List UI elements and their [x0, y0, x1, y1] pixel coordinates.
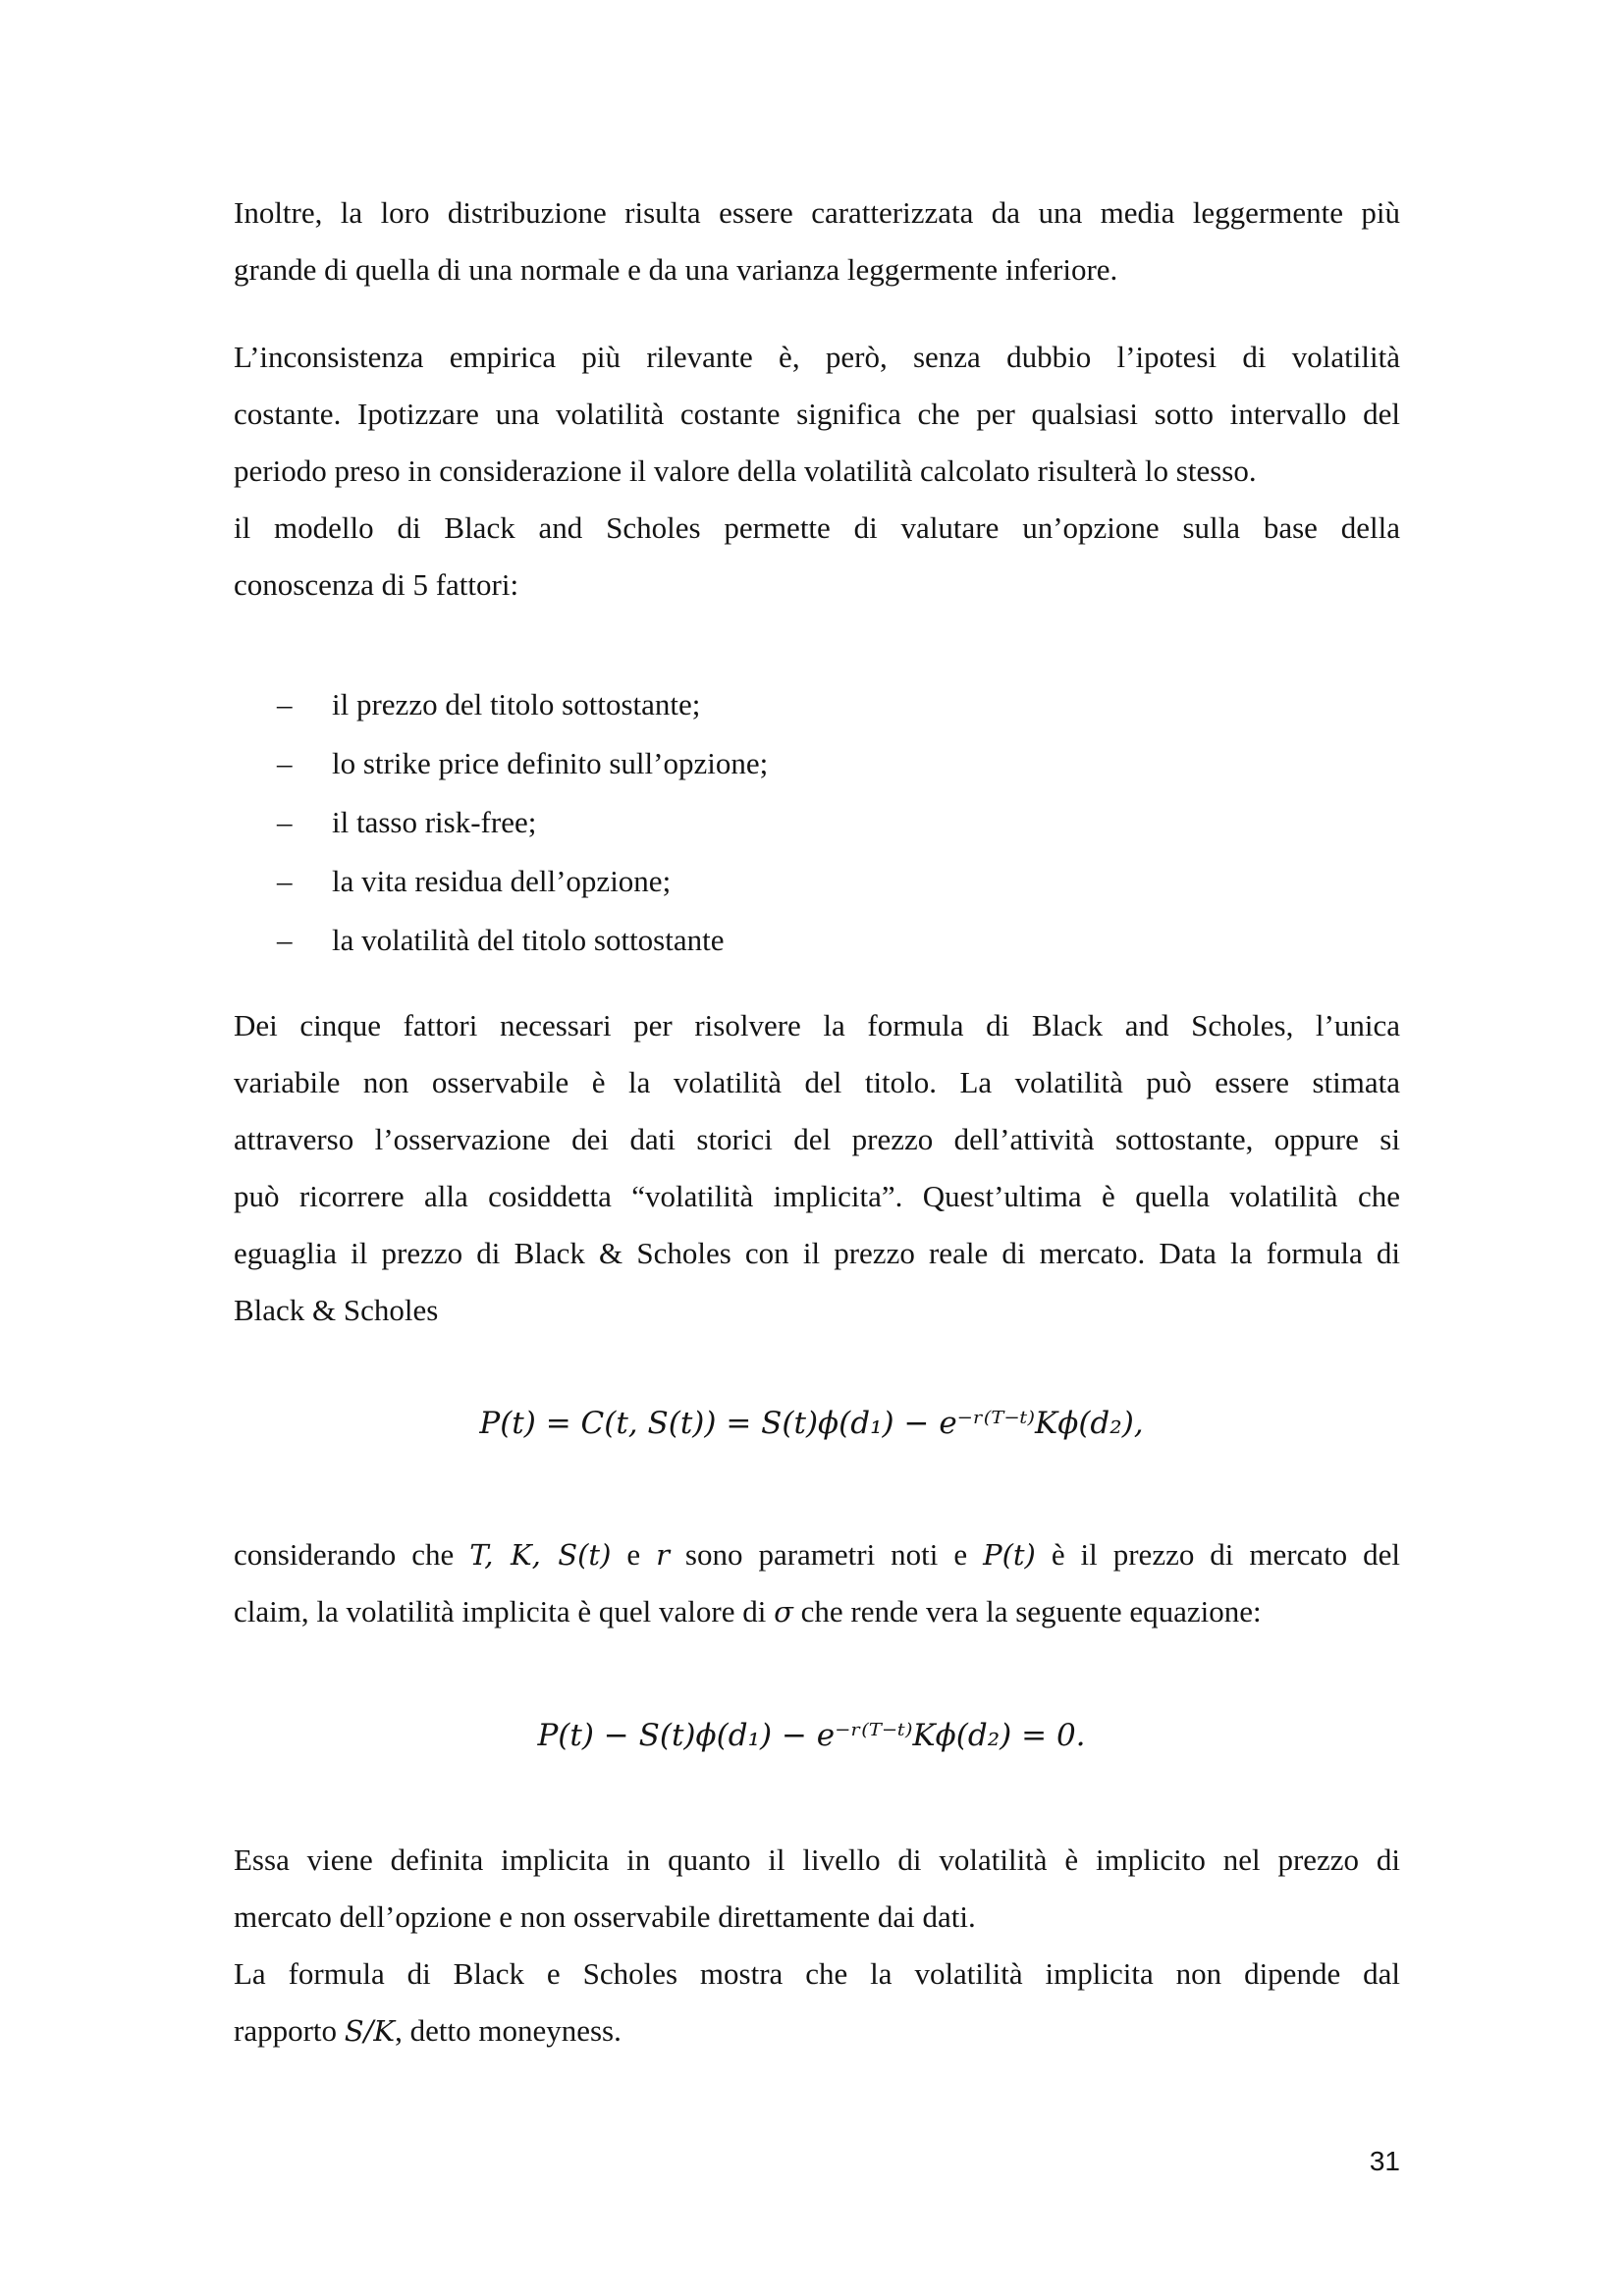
math-moneyness: S/K: [344, 2014, 396, 2048]
text-fragment: claim, la volatilità implicita è quel valore di: [234, 1594, 775, 1629]
text-line: [234, 1583, 1400, 1640]
text-fragment: considerando che: [234, 1537, 470, 1572]
paragraph-claim: [234, 1526, 1400, 1640]
dash-bullet: –: [277, 864, 293, 898]
list-item-text: la volatilità del titolo sottostante: [332, 923, 725, 957]
text-line: L’inconsistenza empirica più rilevante è, però, senza dubbio l’ipotesi di volatilità: [234, 340, 1400, 374]
text-line: mercato dell’opzione e non osservabile direttamente dai dati.: [234, 1899, 976, 1934]
list-item: [234, 675, 1400, 734]
dash-bullet: –: [277, 687, 293, 721]
text-line: grande di quella di una normale e da una varianza leggermente inferiore.: [234, 252, 1118, 287]
text-line: La formula di Black e Scholes mostra che la volatilità implicita non dipende dal: [234, 1956, 1400, 1991]
text-line: Essa viene definita implicita in quanto il livello di volatilità è implicito nel prezzo di: [234, 1842, 1400, 1877]
text-fragment: e: [611, 1537, 657, 1572]
text-line: [234, 1526, 1400, 1583]
math-price: P(t): [983, 1538, 1036, 1572]
text-line: Black & Scholes: [234, 1293, 439, 1327]
list-item: [234, 852, 1400, 911]
paragraph-distribution: [234, 185, 1400, 298]
text-line: costante. Ipotizzare una volatilità costante significa che per qualsiasi sotto intervallo del: [234, 397, 1400, 431]
text-line: può ricorrere alla cosiddetta “volatilità implicita”. Quest’ultima è quella volatilità che: [234, 1179, 1400, 1213]
paragraph-volatility-inconsistency: [234, 329, 1400, 614]
text-line: il modello di Black and Scholes permette di valutare un’opzione sulla base della: [234, 510, 1400, 545]
list-item: [234, 793, 1400, 852]
text-fragment: sono parametri noti e: [669, 1537, 984, 1572]
dash-bullet: –: [277, 923, 293, 957]
text-line: Inoltre, la loro distribuzione risulta essere caratterizzata da una media leggermente più: [234, 195, 1400, 230]
text-line: periodo preso in considerazione il valore della volatilità calcolato risulterà lo stesso.: [234, 454, 1257, 488]
list-item-text: lo strike price definito sull’opzione;: [332, 746, 769, 780]
dash-bullet: –: [277, 746, 293, 780]
list-item: [234, 734, 1400, 793]
math-sigma: σ: [774, 1595, 793, 1629]
list-item: [234, 911, 1400, 970]
math-params: T, K, S(t): [469, 1538, 612, 1572]
black-scholes-formula: P(t) = C(t, S(t)) = S(t)ϕ(d₁) − e⁻ʳ⁽ᵀ⁻ᵗ⁾Kϕ(d₂),: [479, 1406, 1144, 1441]
text-fragment: rapporto: [234, 2013, 345, 2048]
implied-volatility-equation: P(t) − S(t)ϕ(d₁) − e⁻ʳ⁽ᵀ⁻ᵗ⁾Kϕ(d₂) = 0.: [537, 1718, 1086, 1753]
factors-list: [234, 675, 1400, 970]
list-item-text: il tasso risk-free;: [332, 805, 537, 839]
page-number: 31: [1369, 2146, 1400, 2176]
text-fragment: , detto moneyness.: [395, 2013, 622, 2048]
text-line: variabile non osservabile è la volatilità del titolo. La volatilità può essere stimata: [234, 1065, 1400, 1099]
list-item-text: la vita residua dell’opzione;: [332, 864, 672, 898]
text-line: attraverso l’osservazione dei dati storici del prezzo dell’attività sottostante, oppure si: [234, 1122, 1400, 1156]
paragraph-implied-volatility: [234, 997, 1400, 1339]
text-line: Dei cinque fattori necessari per risolvere la formula di Black and Scholes, l’unica: [234, 1008, 1400, 1042]
dash-bullet: –: [277, 805, 293, 839]
text-line: eguaglia il prezzo di Black & Scholes con il prezzo reale di mercato. Data la formula di: [234, 1236, 1400, 1270]
text-line: conoscenza di 5 fattori:: [234, 567, 519, 602]
paragraph-moneyness: [234, 1832, 1400, 2059]
list-item-text: il prezzo del titolo sottostante;: [332, 687, 701, 721]
math-rate: r: [656, 1538, 670, 1572]
text-fragment: che rende vera la seguente equazione:: [792, 1594, 1262, 1629]
text-fragment: è il prezzo di mercato del: [1035, 1537, 1401, 1572]
text-line: [234, 2002, 1400, 2059]
